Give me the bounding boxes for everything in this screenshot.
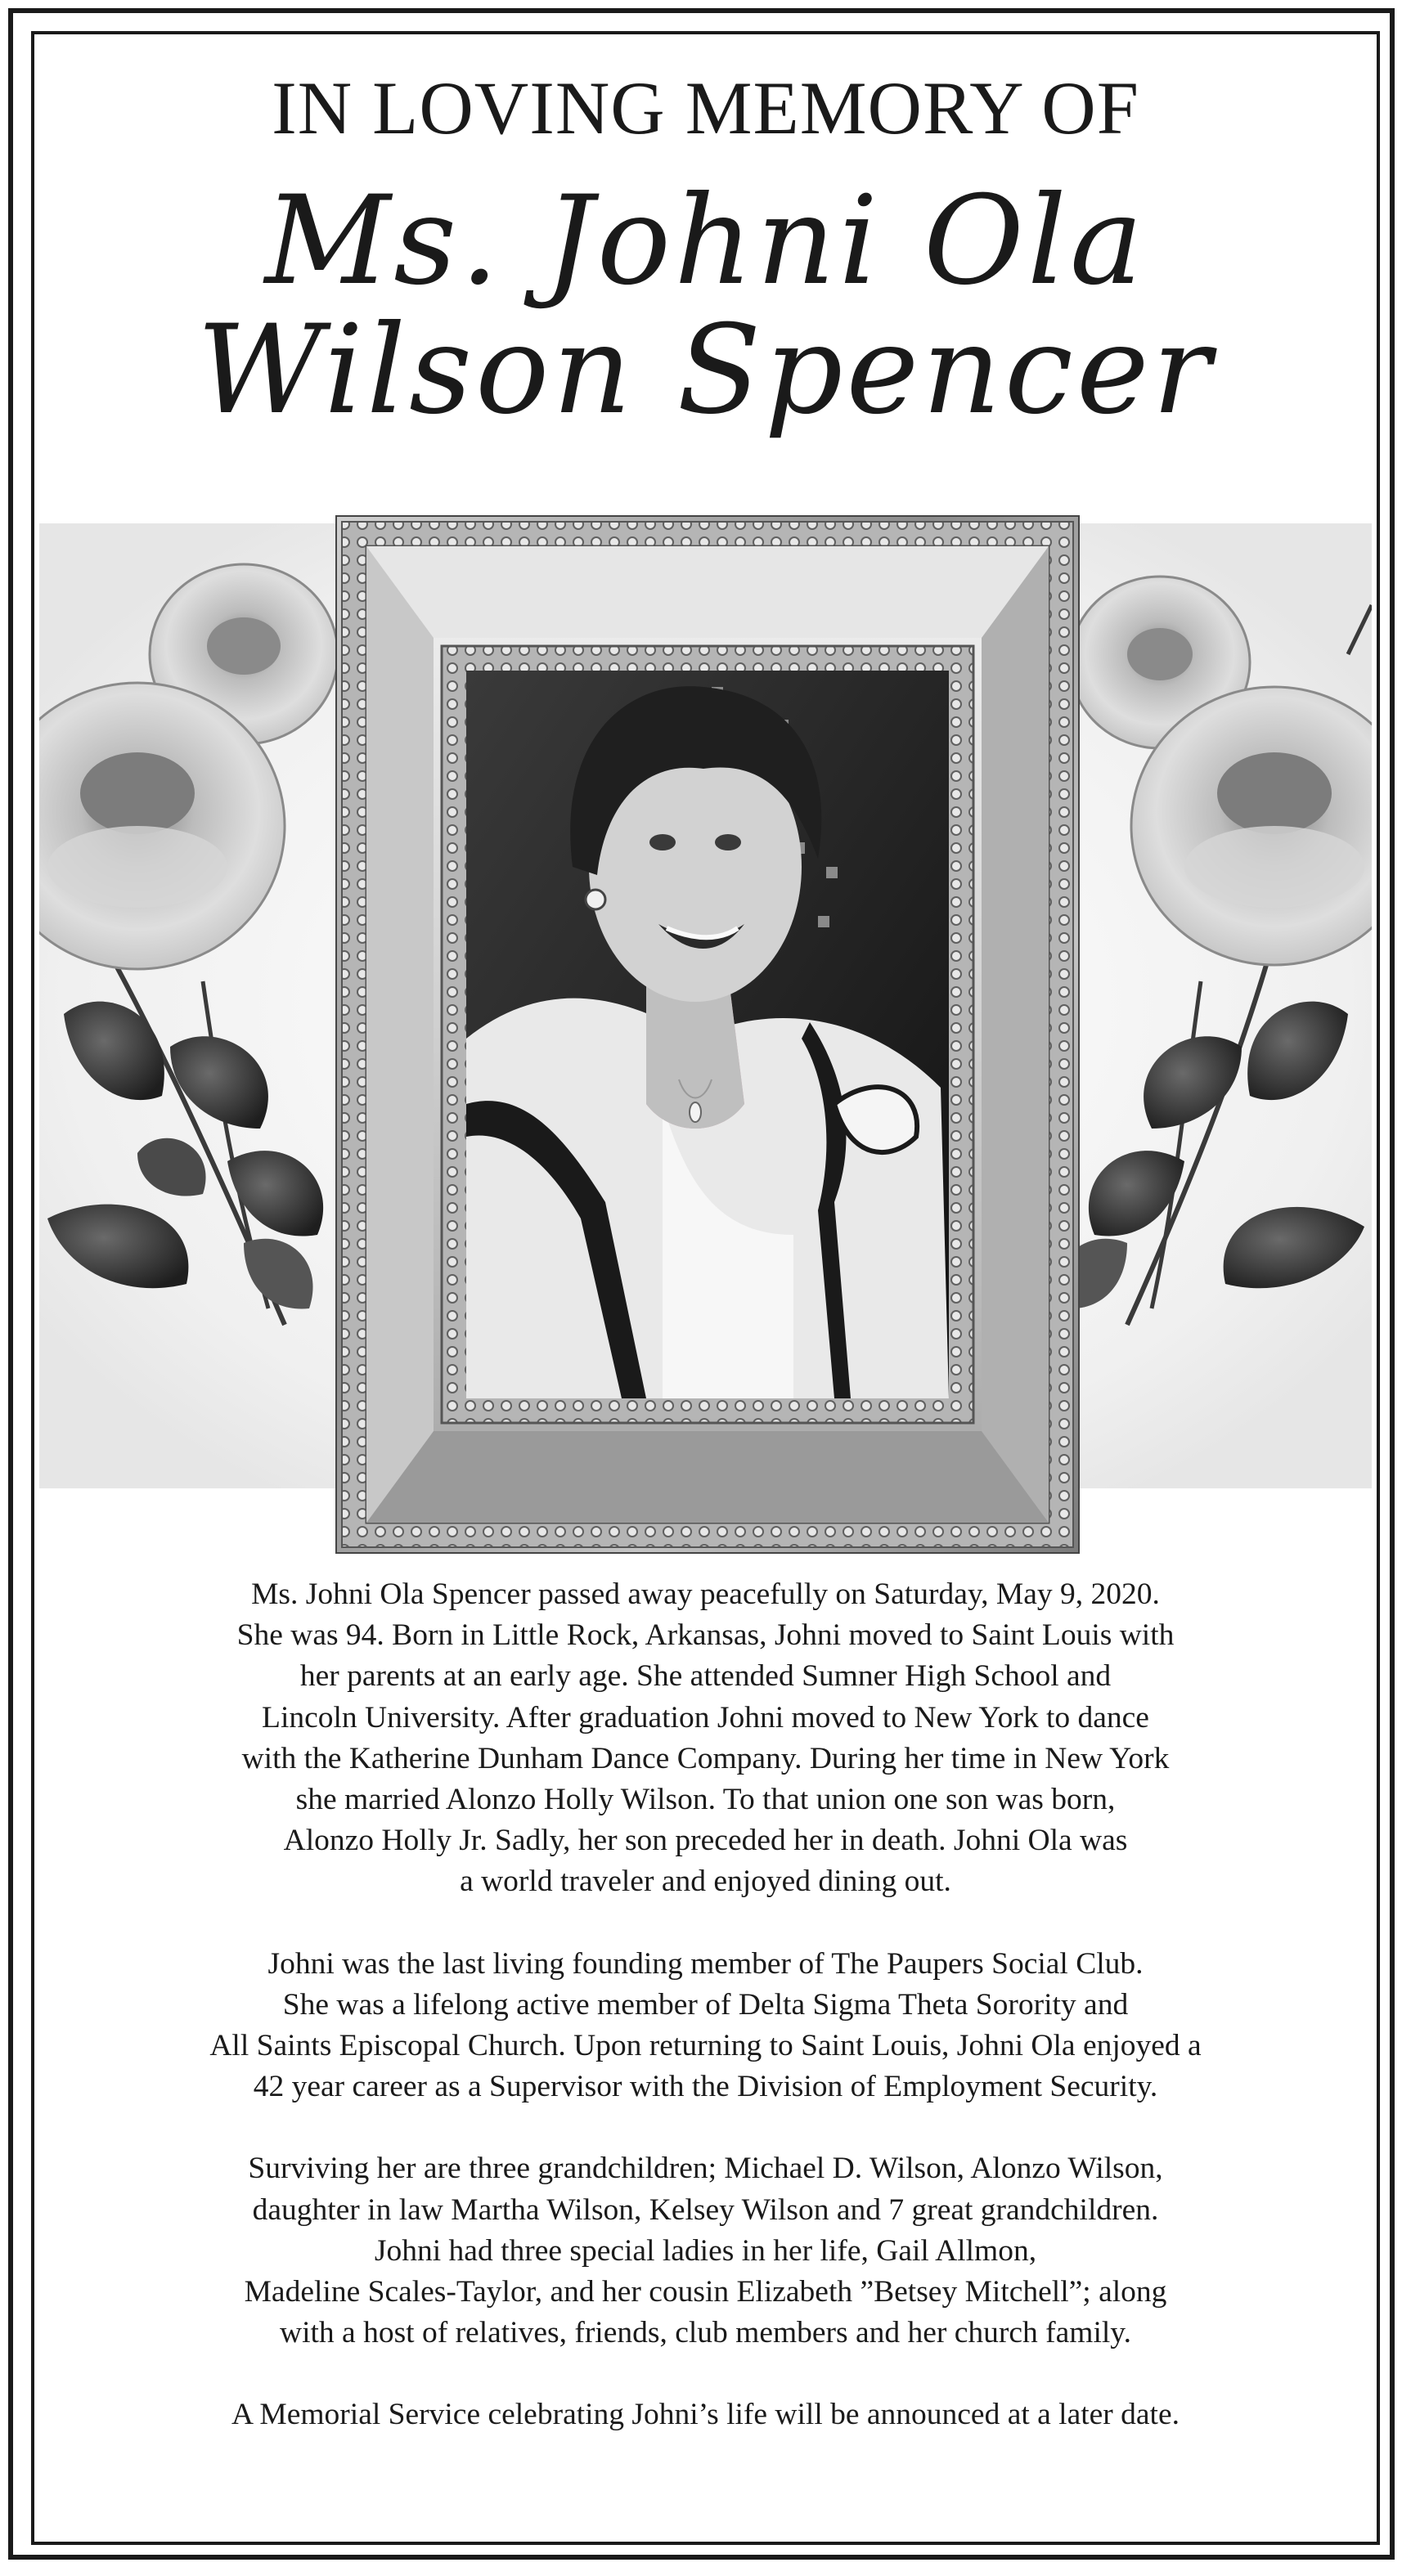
obituary-paragraph-3	[49, 2148, 1362, 2354]
notice-heading: IN LOVING MEMORY OF	[272, 66, 1139, 150]
text-line: Madeline Scales-Taylor, and her cousin Elizabeth ”Betsey Mitchell”; along	[244, 2275, 1167, 2309]
obituary-paragraph-1	[49, 1574, 1362, 1903]
obituary-paragraph-2	[49, 1944, 1362, 2108]
text-line: Lincoln University. After graduation Johni moved to New York to dance	[262, 1700, 1149, 1735]
text-line: A Memorial Service celebrating Johni’s life will be announced at a later date.	[231, 2398, 1180, 2432]
text-line: She was a lifelong active member of Delta Sigma Theta Sorority and	[282, 1987, 1129, 2022]
text-line: She was 94. Born in Little Rock, Arkansas, Johni moved to Saint Louis with	[236, 1618, 1175, 1653]
text-line: her parents at an early age. She attended Sumner High School and	[299, 1659, 1112, 1694]
portrait-photo-icon	[466, 671, 949, 1398]
name-line-1: Ms. Johni Ola	[264, 170, 1147, 312]
text-line: Johni had three special ladies in her life, Gail Allmon,	[374, 2233, 1037, 2268]
obituary-body	[49, 1574, 1362, 2477]
text-line: All Saints Episcopal Church. Upon returning to Saint Louis, Johni Ola enjoyed a	[209, 2029, 1202, 2063]
obituary-paragraph-4	[49, 2394, 1362, 2435]
text-line: Alonzo Holly Jr. Sadly, her son preceded her in death. Johni Ola was	[283, 1824, 1128, 1858]
text-line: 42 year career as a Supervisor with the Division of Employment Security.	[253, 2070, 1158, 2104]
text-line: she married Alonzo Holly Wilson. To that union one son was born,	[295, 1783, 1116, 1817]
text-line: Johni was the last living founding member of The Paupers Social Club.	[267, 1946, 1144, 1981]
text-line: Surviving her are three grandchildren; Michael D. Wilson, Alonzo Wilson,	[248, 2152, 1163, 2186]
name-line-2: Wilson Spencer	[196, 299, 1215, 442]
text-line: Ms. Johni Ola Spencer passed away peacefully on Saturday, May 9, 2020.	[251, 1577, 1160, 1611]
text-line: with a host of relatives, friends, club members and her church family.	[280, 2316, 1131, 2350]
text-line: with the Katherine Dunham Dance Company. During her time in New York	[241, 1741, 1170, 1775]
text-line: daughter in law Martha Wilson, Kelsey Wilson and 7 great grandchildren.	[252, 2192, 1159, 2227]
ornate-photo-frame	[335, 515, 1080, 1554]
text-line: a world traveler and enjoyed dining out.	[460, 1865, 951, 1899]
